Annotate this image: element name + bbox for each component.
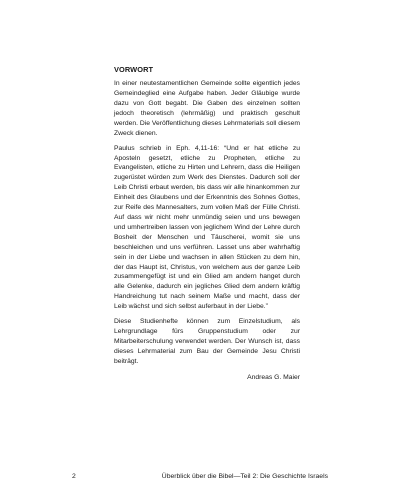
author-signature: Andreas G. Maier <box>247 373 300 381</box>
foreword-heading: VORWORT <box>114 65 154 74</box>
foreword-paragraph-purpose: Diese Studienhefte können zum Einzelstudium, als Lehrgrundlage fürs Gruppenstudium oder zur Mitarbeiterschulung verwendet werden. Der Wunsch ist, dass dieses Lehrmaterial zum Bau der Gemeinde Jesu Christi beiträgt. <box>114 318 300 365</box>
foreword-paragraph-quote: Paulus schrieb in Eph. 4,11-16: “Und er hat etliche zu Aposteln gesetzt, etliche zu Propheten, etliche zu Evangelisten, etliche zu Hirten und Lehrern, dass die Heiligen zugerüstet würden zum Werk des Dienstes. Dadurch soll der Leib Christi erbaut werden, bis dass wir alle hinankommen zur Einheit des Glaubens und der Erkenntnis des Sohnes Gottes, zur Reife des Mannesalters, zum vollen Maß der Fülle Christi. Auf dass wir nicht mehr unmündig seien und uns bewegen und umhertreiben lassen von jeglichem Wind der Lehre durch Bosheit der Menschen und Täuscherei, womit sie uns beschleichen und uns verführen. Lasset uns aber wahrhaftig sein in der Liebe und wachsen in allen Stücken zu dem hin, der das Haupt ist, Christus, von welchem aus der ganze Leib zusammengefügt ist und ein Glied am andern hanget durch alle Gelenke, dadurch ein jegliches Glied dem andern kräftig Handreichung tut nach seinem Maße und macht, dass der Leib wächst und sich selbst auferbaut in der Liebe.” <box>114 144 300 311</box>
page-number: 2 <box>72 473 76 480</box>
foreword-section <box>114 65 300 383</box>
page-footer <box>72 471 328 483</box>
foreword-paragraph-intro: In einer neutestamentlichen Gemeinde sollte eigentlich jedes Gemeindeglied eine Aufgabe haben. Jeder Gläubige wurde dazu von Gott begabt. Die Gaben des einzelnen sollten jedoch theoretisch (lehrmäßig) und praktisch geschult werden. Die Veröffentlichung dieses Lehrmaterials soll diesem Zweck dienen. <box>114 80 300 137</box>
running-title: Überblick über die Bibel—Teil 2: Die Geschichte Israels <box>161 473 328 480</box>
